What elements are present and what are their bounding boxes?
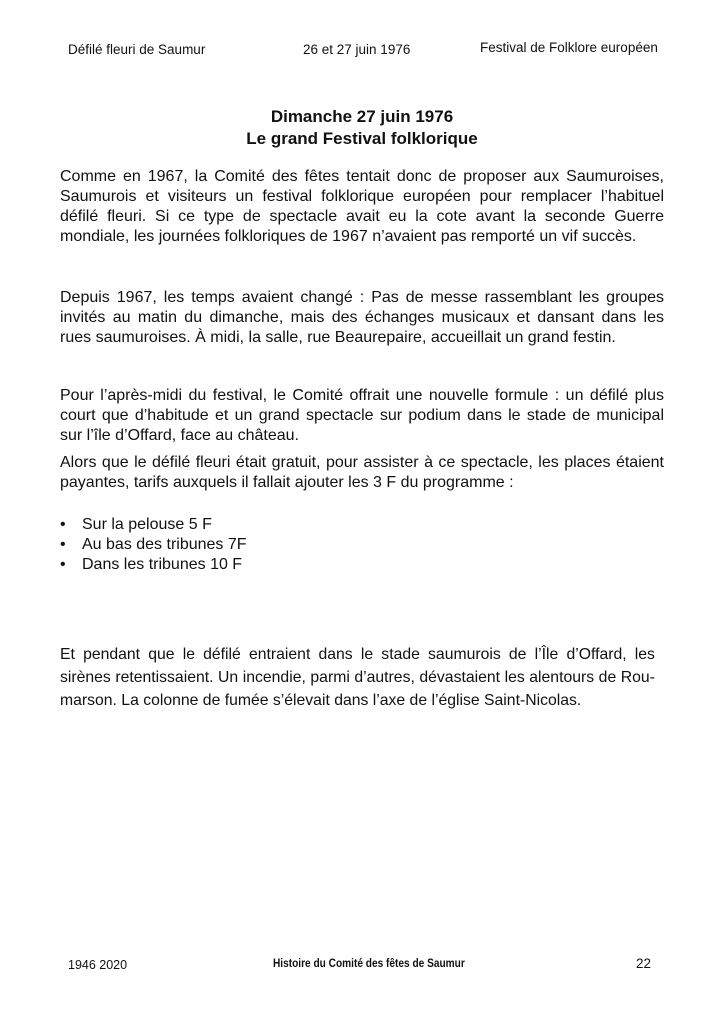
page-title	[0, 106, 724, 150]
header-date: 26 et 27 juin 1976	[303, 42, 411, 57]
page-number: 22	[636, 956, 652, 971]
paragraph-1: Comme en 1967, la Comité des fêtes tentait donc de proposer aux Saumuroises, Saumurois et visiteurs un festival folklorique européen pour remplacer l’habituel défilé fleuri. Si ce type de spectacle avait eu la cote avant la seconde Guerre mondiale, les journées folkloriques de 1967 n’avaient pas remporté un vif succès.	[60, 168, 664, 245]
paragraph-2: Depuis 1967, les temps avaient changé : Pas de messe rassemblant les groupes invités au matin du dimanche, mais des échanges musicaux et dansant dans les rues saumuroises. À midi, la salle, rue Beaurepaire, accueillait un grand festin.	[60, 289, 664, 346]
footer-years: 1946 2020	[68, 958, 128, 972]
header-right-text: Festival de Folklore européen	[480, 40, 658, 55]
price-list	[60, 515, 247, 575]
paragraph-4: Alors que le défilé fleuri était gratuit, pour assister à ce spectacle, les places étaient payantes, tarifs auxquels il fallait ajouter les 3 F du programme :	[60, 454, 664, 491]
header-left-text: Défilé fleuri de Saumur	[68, 42, 206, 57]
closing-paragraph: Et pendant que le défilé entraient dans le stade saumurois de l’Île d’Offard, les sirènes retentissaient. Un incendie, parmi d’autres, dévastaient les alentours de Rou-marson. La colonne de fumée s’élevait dans l’axe de l’église Saint-Nicolas.	[60, 646, 655, 709]
title-line-2: Le grand Festival folklorique	[246, 129, 478, 148]
price-item-pelouse: • Sur la pelouse 5 F	[60, 515, 247, 535]
price-item-tribunes: • Dans les tribunes 10 F	[60, 555, 247, 575]
title-line-1: Dimanche 27 juin 1976	[270, 107, 454, 126]
footer-title: Histoire du Comité des fêtes de Saumur	[273, 958, 465, 970]
price-item-bas-tribunes: • Au bas des tribunes 7F	[60, 535, 247, 555]
paragraph-3: Pour l’après-midi du festival, le Comité offrait une nouvelle formule : un défilé plus court que d’habitude et un grand spectacle sur podium dans le stade de municipal sur l’île d’Offard, face au château.	[60, 387, 664, 444]
